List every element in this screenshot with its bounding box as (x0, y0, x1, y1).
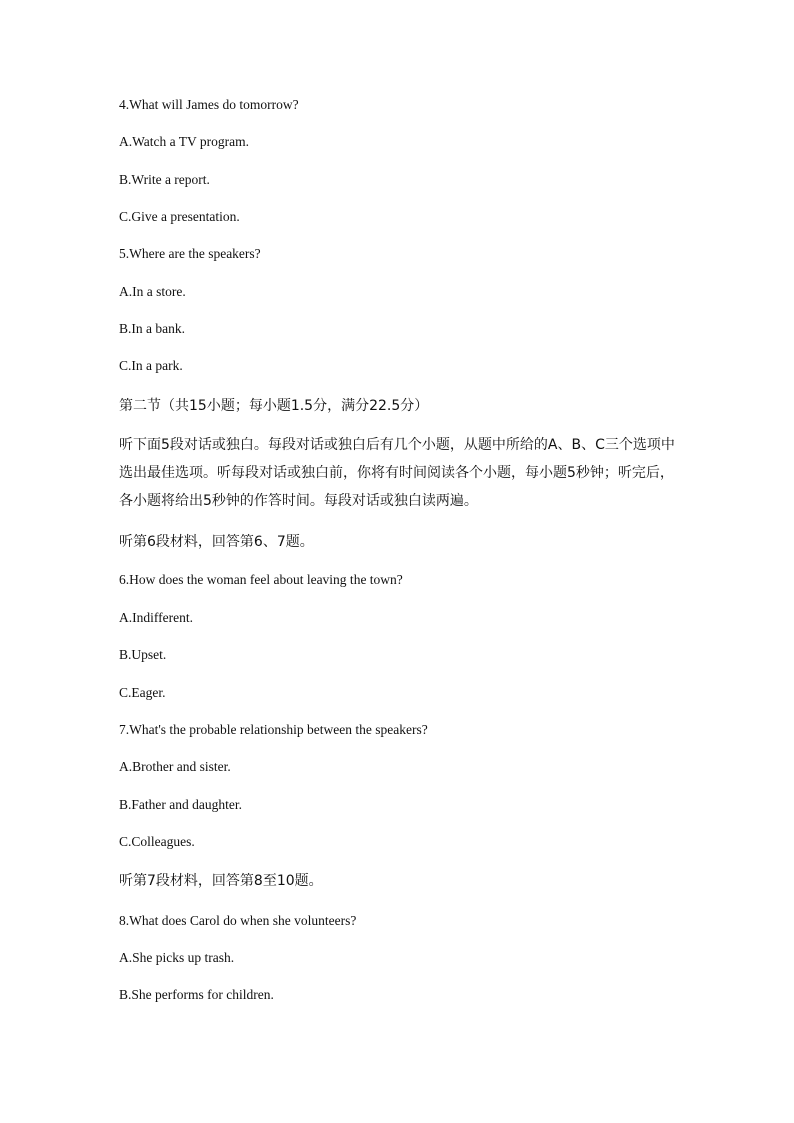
question-5-option-c: C.In a park. (119, 358, 183, 373)
question-6-option-c: C.Eager. (119, 685, 166, 700)
question-7-text: 7.What's the probable relationship between the speakers? (119, 722, 428, 737)
question-8-text: 8.What does Carol do when she volunteers? (119, 913, 357, 928)
instruction-line-3: 各小题将给出5秒钟的作答时间。每段对话或独白读两遍。 (119, 493, 478, 509)
question-6-option-b: B.Upset. (119, 647, 167, 662)
question-8-option-a: A.She picks up trash. (119, 950, 235, 965)
material-7-heading: 听第7段材料，回答第8至10题。 (119, 873, 323, 889)
question-4-option-a: A.Watch a TV program. (119, 134, 250, 149)
question-7-option-b: B.Father and daughter. (119, 797, 242, 812)
instruction-line-2: 选出最佳选项。听每段对话或独白前，你将有时间阅读各个小题，每小题5秒钟；听完后， (119, 465, 674, 481)
material-6-heading: 听第6段材料，回答第6、7题。 (119, 534, 314, 550)
question-5-text: 5.Where are the speakers? (119, 246, 261, 261)
question-8-option-b: B.She performs for children. (119, 987, 274, 1002)
instruction-line-1: 听下面5段对话或独白。每段对话或独白后有几个小题，从题中所给的A、B、C三个选项中 (119, 437, 675, 453)
question-4-option-b: B.Write a report. (119, 172, 210, 187)
question-4-text: 4.What will James do tomorrow? (119, 97, 299, 112)
question-7-option-a: A.Brother and sister. (119, 759, 231, 774)
question-7-option-c: C.Colleagues. (119, 834, 195, 849)
question-5-option-a: A.In a store. (119, 284, 186, 299)
question-6-text: 6.How does the woman feel about leaving the town? (119, 572, 403, 587)
section-2-heading: 第二节（共15小题；每小题1.5分，满分22.5分） (119, 398, 429, 414)
question-4-option-c: C.Give a presentation. (119, 209, 240, 224)
question-5-option-b: B.In a bank. (119, 321, 185, 336)
question-6-option-a: A.Indifferent. (119, 610, 193, 625)
